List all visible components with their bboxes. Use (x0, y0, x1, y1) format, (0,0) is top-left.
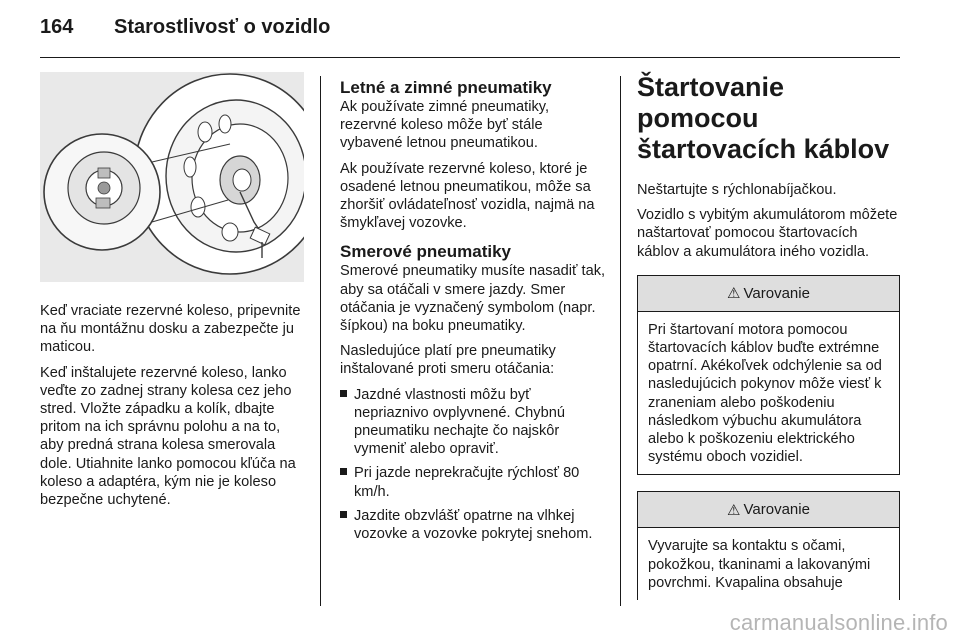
warning-text: Pri štartovaní motora pomocou štartovacích káblov buďte extrémne opatrní. Akékoľvek odchýlenie sa od nasledujúcich pokynov môže viesť k zraneniam alebo poškodeniu následkom výbuchu akumulátora alebo k poškozeniu elektrického systému oboch vozidiel. (648, 321, 882, 466)
column-divider-2 (620, 76, 621, 606)
warning-triangle-icon: ⚠ (727, 501, 741, 519)
page-header (40, 16, 330, 46)
warning-box (637, 491, 900, 600)
header-divider (40, 57, 900, 58)
bullet-square-icon (340, 468, 347, 475)
warning-triangle-icon: ⚠ (727, 285, 741, 303)
bullet-list (340, 386, 606, 544)
paragraph: Ak používate rezervné koleso, ktoré je osadené letnou pneumatikou, môže sa zhoršiť ovládateľnosť vozidla, najmä na šmykľavej vozovke. (340, 160, 595, 232)
warning-label: Varovanie (743, 501, 810, 519)
spare-wheel-illustration (40, 72, 304, 282)
warning-text: Vyvarujte sa kontaktu s očami, pokožkou, tkaninami a lakovanými povrchmi. Kvapalina obsahuje (648, 538, 871, 591)
paragraph: Vozidlo s vybitým akumulátorom môžete naštartovať pomocou štartovacích káblov a akumulátora iného vozidla. (637, 207, 898, 260)
section-title-jump-start: Štartovanie pomocou štartovacích káblov (637, 72, 890, 164)
warning-header (638, 276, 899, 312)
section-heading-directional-tyres: Smerové pneumatiky (340, 242, 512, 262)
list-item: Jazdite obzvlášť opatrne na vlhkej vozovke a vozovke pokrytej snehom. (340, 507, 606, 543)
paragraph: Neštartujte s rýchlonabíjačkou. (637, 182, 837, 198)
warning-box (637, 275, 900, 476)
paragraph: Keď inštalujete rezervné koleso, lanko veďte zo zadnej strany kolesa cez jeho stred. Vložte západku a kolík, dbajte pritom na ich správnu polohu a na to, aby predná strana kolesa smerovala dole. Utiahnite lanko pomocou kľúča na koleso a adaptéra, kým nie je koleso bezpečne uchytené. (40, 364, 296, 509)
watermark: carmanualsonline.info (729, 610, 948, 635)
chapter-title: Starostlivosť o vozidlo (114, 16, 331, 38)
list-item: Jazdné vlastnosti môžu byť nepriaznivo ovplyvnené. Chybnú pneumatiku nechajte čo najskôr vymeniť alebo opraviť. (340, 386, 606, 459)
column-3 (637, 72, 900, 600)
column-1 (40, 72, 304, 516)
warning-label: Varovanie (743, 284, 810, 302)
bullet-square-icon (340, 390, 347, 397)
page-number: 164 (40, 16, 74, 38)
section-heading-summer-winter-tyres: Letné a zimné pneumatiky (340, 78, 552, 97)
warning-header (638, 492, 899, 528)
paragraph: Smerové pneumatiky musíte nasadiť tak, aby sa otáčali v smere jazdy. Smer otáčania je vyznačený symbolom (napr. šípkou) na boku pneumatiky. (340, 263, 606, 335)
column-divider-1 (320, 76, 321, 606)
paragraph: Keď vraciate rezervné koleso, pripevnite na ňu montážnu dosku a zabezpečte ju maticou. (40, 303, 301, 356)
bullet-square-icon (340, 511, 347, 518)
column-2 (340, 78, 606, 549)
list-item: Pri jazde neprekračujte rýchlosť 80 km/h. (340, 464, 606, 500)
paragraph: Nasledujúce platí pre pneumatiky inštalované proti smeru otáčania: (340, 343, 556, 378)
paragraph: Ak používate zimné pneumatiky, rezervné koleso môže byť stále vybavené letnou pneumatikou. (340, 99, 550, 152)
